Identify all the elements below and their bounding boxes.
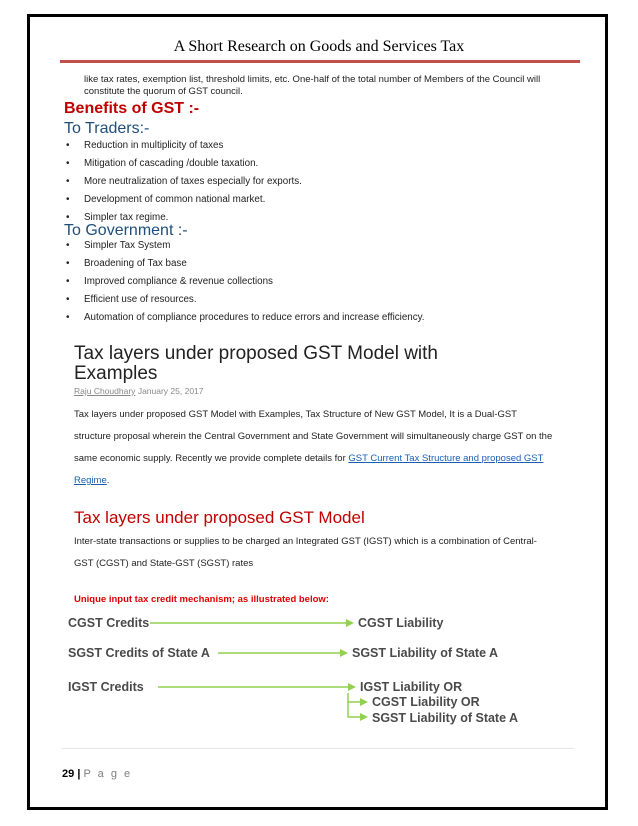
bullet-icon: • <box>66 194 70 205</box>
igst-sub-arrowhead-1 <box>360 698 368 706</box>
page-footer <box>62 768 132 780</box>
cgst-liability-or-label: CGST Liability OR <box>372 695 480 709</box>
cgst-credits-label: CGST Credits <box>68 616 150 630</box>
list-item: • More neutralization of taxes especially for exports. <box>64 173 302 191</box>
section-paragraph: Inter-state transactions or supplies to be charged an Integrated GST (IGST) which is a combination of Central-GST (CGST) and State-GST (SGST) rates <box>74 536 537 569</box>
igst-branch-line <box>348 693 362 717</box>
article-paragraph: Tax layers under proposed GST Model with Examples, Tax Structure of New GST Model, It is a Dual-GST structure proposal wherein the Central Government and State Government will simultaneously charge GST on the same economic supply. Recently we provide complete details for GST Current Tax Structure and proposed GST Regime. <box>74 409 553 486</box>
bullet-icon: • <box>66 212 70 223</box>
footer-separator: | <box>77 768 81 780</box>
sgst-liability-sub-label: SGST Liability of State A <box>372 711 519 725</box>
bullet-icon: • <box>66 240 70 251</box>
bullet-icon: • <box>66 258 70 269</box>
benefits-heading: Benefits of GST :- <box>64 100 200 117</box>
igst-liability-label: IGST Liability OR <box>360 680 463 694</box>
igst-sub-arrowhead-2 <box>360 713 368 721</box>
sgst-credits-label: SGST Credits of State A <box>68 646 210 660</box>
page-number: 29 <box>62 768 75 780</box>
bullet-icon: • <box>66 158 70 169</box>
page-header-title: A Short Research on Goods and Services Tax <box>173 38 465 55</box>
section-title: Tax layers under proposed GST Model <box>74 508 365 527</box>
list-item: • Reduction in multiplicity of taxes <box>64 137 302 155</box>
list-item: • Automation of compliance procedures to reduce errors and increase efficiency. <box>64 309 425 327</box>
article-date: January 25, 2017 <box>137 386 204 396</box>
article-byline <box>74 386 204 396</box>
government-list <box>64 237 425 327</box>
sgst-liability-label: SGST Liability of State A <box>352 646 499 660</box>
traders-heading: To Traders:- <box>64 120 150 137</box>
article-title: Tax layers under proposed GST Model with Examples <box>74 343 438 384</box>
bullet-icon: • <box>66 176 70 187</box>
list-item: • Simpler tax regime. <box>64 209 302 227</box>
government-heading: To Government :- <box>64 222 188 239</box>
traders-list <box>64 137 302 227</box>
bullet-icon: • <box>66 294 70 305</box>
bullet-icon: • <box>66 276 70 287</box>
footer-divider <box>62 748 574 749</box>
sgst-arrowhead <box>340 649 348 657</box>
list-item: • Improved compliance & revenue collections <box>64 273 425 291</box>
bullet-icon: • <box>66 140 70 151</box>
gst-regime-link[interactable]: GST Current Tax Structure and proposed GST Regime <box>74 453 544 486</box>
author-link[interactable]: Raju Choudhary <box>74 386 136 396</box>
cgst-liability-label: CGST Liability <box>358 616 444 630</box>
list-item: • Mitigation of cascading /double taxation. <box>64 155 302 173</box>
list-item: • Simpler Tax System <box>64 237 425 255</box>
igst-arrowhead <box>348 683 356 691</box>
bullet-icon: • <box>66 312 70 323</box>
flow-arrows <box>150 623 362 717</box>
credit-mechanism-note: Unique input tax credit mechanism; as illustrated below: <box>74 594 329 605</box>
page-label: P a g e <box>83 768 133 780</box>
igst-credits-label: IGST Credits <box>68 680 144 694</box>
list-item: • Broadening of Tax base <box>64 255 425 273</box>
header-divider <box>60 60 580 63</box>
intro-paragraph: like tax rates, exemption list, threshold limits, etc. One-half of the total number of Members of the Council will constitute the quorum of GST council. <box>84 74 541 97</box>
list-item: • Development of common national market. <box>64 191 302 209</box>
credit-flow-diagram <box>62 610 522 730</box>
cgst-arrowhead <box>346 619 354 627</box>
list-item: • Efficient use of resources. <box>64 291 425 309</box>
